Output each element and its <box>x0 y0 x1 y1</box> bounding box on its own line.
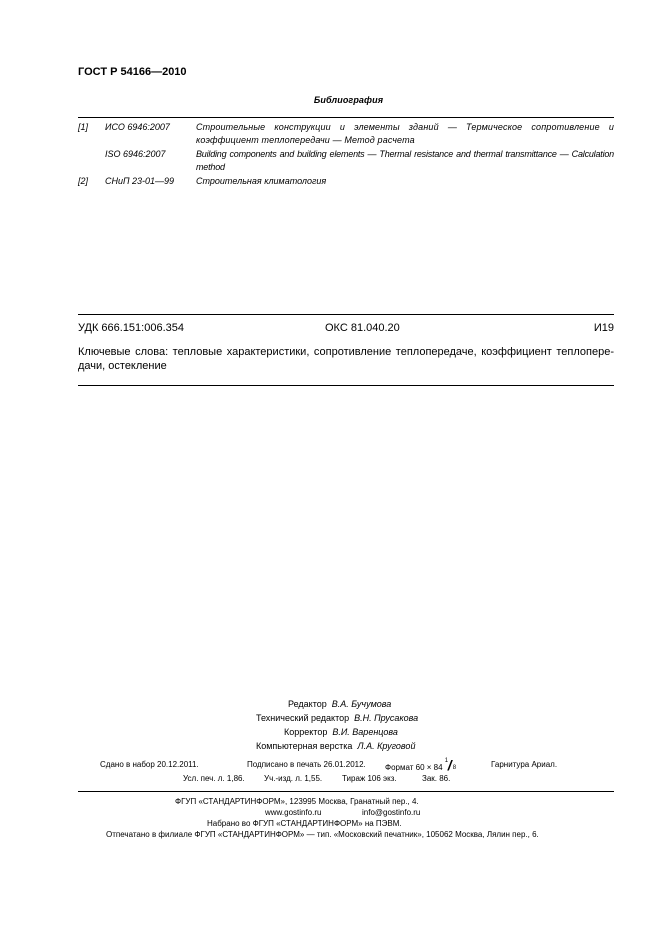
credit-name: Л.А. Круговой <box>357 741 416 751</box>
publisher-address: ФГУП «СТАНДАРТИНФОРМ», 123995 Москва, Гранатный пер., 4. <box>175 797 419 806</box>
bibliography-entry-number: [2] <box>78 176 89 186</box>
print-run: Тираж 106 экз. <box>342 774 397 783</box>
credit-name: В.И. Варенцова <box>332 727 398 737</box>
bibliography-entry-text: Строительные конструкции и элементы зданий — Термическое сопротивление и коэффициент теплопередачи — Метод расчета <box>196 122 614 145</box>
credit-label: Корректор <box>284 727 328 737</box>
publisher-top-rule <box>78 791 614 792</box>
print-signed: Подписано в печать 26.01.2012. <box>247 760 366 769</box>
bibliography-top-rule <box>78 117 614 118</box>
print-pub-sheets: Уч.-изд. л. 1,55. <box>264 774 323 783</box>
print-submitted: Сдано в набор 20.12.2011. <box>100 760 199 769</box>
publisher-printed: Отпечатано в филиале ФГУП «СТАНДАРТИНФОРМ» — тип. «Московский печатник», 105062 Москва, Лялин пер., 6. <box>106 830 539 839</box>
fraction-numerator: 1 <box>444 758 449 764</box>
print-order: Зак. 86. <box>422 774 451 783</box>
credit-label: Технический редактор <box>256 713 350 723</box>
bibliography-entry-code: ИСО 6946:2007 <box>105 122 170 132</box>
bibliography-entry-code: СНиП 23-01—99 <box>105 176 175 186</box>
print-typeface: Гарнитура Ариал. <box>491 760 558 769</box>
print-format <box>385 757 457 773</box>
keywords-bottom-rule <box>78 385 614 386</box>
document-id: ГОСТ Р 54166—2010 <box>78 66 187 78</box>
credit-name: В.А. Бучумова <box>331 699 392 709</box>
credit-label: Редактор <box>288 699 327 709</box>
index-code: И19 <box>593 322 614 334</box>
credit-tech-editor <box>256 711 418 725</box>
fraction-slash: / <box>447 757 452 773</box>
publisher-typeset: Набрано во ФГУП «СТАНДАРТИНФОРМ» на ПЭВМ. <box>207 819 402 828</box>
keywords: Ключевые слова: тепловые характеристики, сопротивление теплопередаче, коэффициент теплопере-дачи, остекление <box>78 346 614 372</box>
fraction-denominator: 8 <box>452 765 457 771</box>
credit-label: Компьютерная верстка <box>256 741 353 751</box>
print-format-prefix: Формат 60 × 84 <box>385 763 443 772</box>
fraction-one-eighth <box>444 757 457 773</box>
bibliography-entry-text: Building components and building elements — Thermal resistance and thermal transmittance — Calculation method <box>196 149 614 172</box>
credit-name: В.Н. Прусакова <box>354 713 419 723</box>
credit-editor <box>288 697 391 711</box>
bibliography-entry-text: Строительная климатология <box>196 176 327 186</box>
bibliography-entry-code: ISO 6946:2007 <box>105 149 166 159</box>
print-conv-sheets: Усл. печ. л. 1,86. <box>183 774 245 783</box>
credit-corrector <box>284 725 398 739</box>
udk-code: УДК 666.151:006.354 <box>78 322 184 334</box>
bibliography-title <box>0 95 661 105</box>
bibliography-title-text: Библиография <box>313 95 384 105</box>
publisher-website: www.gostinfo.ru <box>265 808 322 817</box>
publisher-email: info@gostinfo.ru <box>362 808 421 817</box>
credit-layout <box>256 739 415 753</box>
bibliography-entry-number: [1] <box>78 122 89 132</box>
classification-top-rule <box>78 314 614 315</box>
oks-code: ОКС 81.040.20 <box>325 322 400 334</box>
